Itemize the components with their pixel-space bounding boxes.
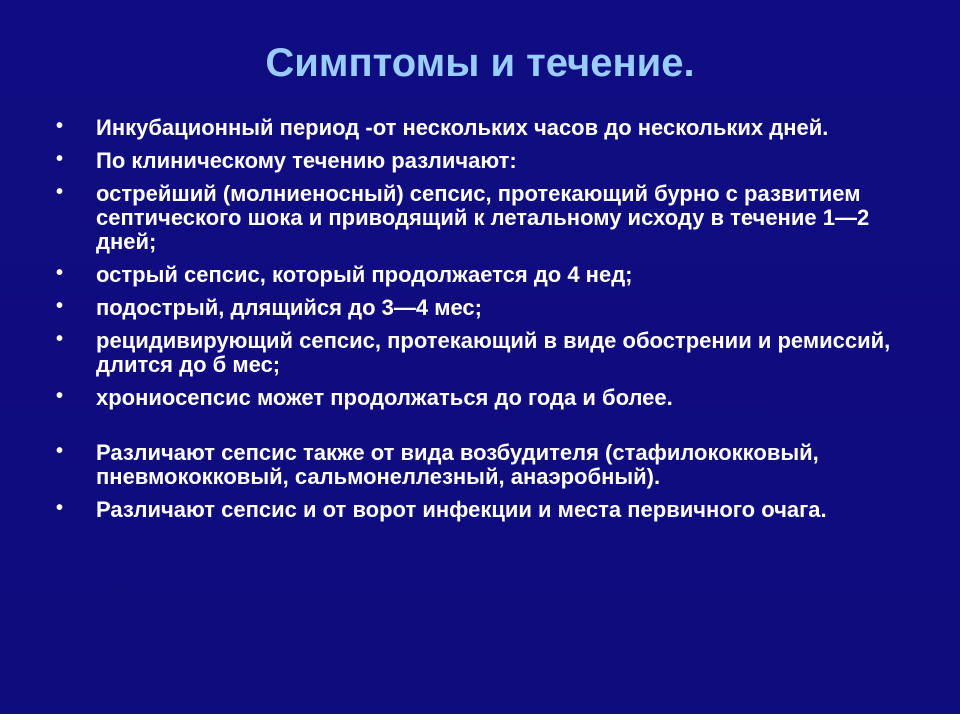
bullet-dot-icon: • — [56, 385, 64, 407]
bullet-dot-icon: • — [56, 148, 64, 170]
bullet-subacute-sepsis — [56, 296, 916, 320]
bullet-text: хрониосепсис может продолжаться до года и более. — [96, 385, 673, 410]
bullet-infection-gate — [56, 498, 916, 522]
bullet-chronic-sepsis — [56, 386, 916, 410]
bullet-acute-sepsis — [56, 263, 916, 287]
bullet-dot-icon: • — [56, 115, 64, 137]
bullet-dot-icon: • — [56, 440, 64, 462]
bullet-text: рецидивирующий сепсис, протекающий в виде обострении и ремиссий, длится до б мес; — [96, 328, 891, 377]
bullet-text: Различают сепсис также от вида возбудителя (стафилококковый, пневмококковый, сальмонеллезный, анаэробный). — [96, 440, 819, 489]
bullet-pathogen-types — [56, 441, 916, 489]
bullet-text: подострый, длящийся до 3—4 мес; — [96, 295, 482, 320]
bullet-dot-icon: • — [56, 328, 64, 350]
bullet-text: Различают сепсис и от ворот инфекции и места первичного очага. — [96, 497, 827, 522]
bullet-text: По клиническому течению различают: — [96, 148, 517, 173]
bullet-clinical-course — [56, 149, 916, 173]
bullet-fulminant-sepsis — [56, 182, 916, 254]
bullet-list — [56, 116, 916, 531]
bullet-recurrent-sepsis — [56, 329, 916, 377]
bullet-incubation-period — [56, 116, 916, 140]
slide-title: Симптомы и течение. — [265, 41, 695, 85]
bullet-dot-icon: • — [56, 295, 64, 317]
bullet-text: острый сепсис, который продолжается до 4 нед; — [96, 262, 633, 287]
bullet-dot-icon: • — [56, 181, 64, 203]
bullet-dot-icon: • — [56, 497, 64, 519]
bullet-dot-icon: • — [56, 262, 64, 284]
bullet-text: острейший (молниеносный) сепсис, протекающий бурно с развитием септического шока и приводящий к летальному исходу в течение 1—2 дней; — [96, 181, 870, 254]
bullet-text: Инкубационный период -от нескольких часов до нескольких дней. — [96, 115, 829, 140]
